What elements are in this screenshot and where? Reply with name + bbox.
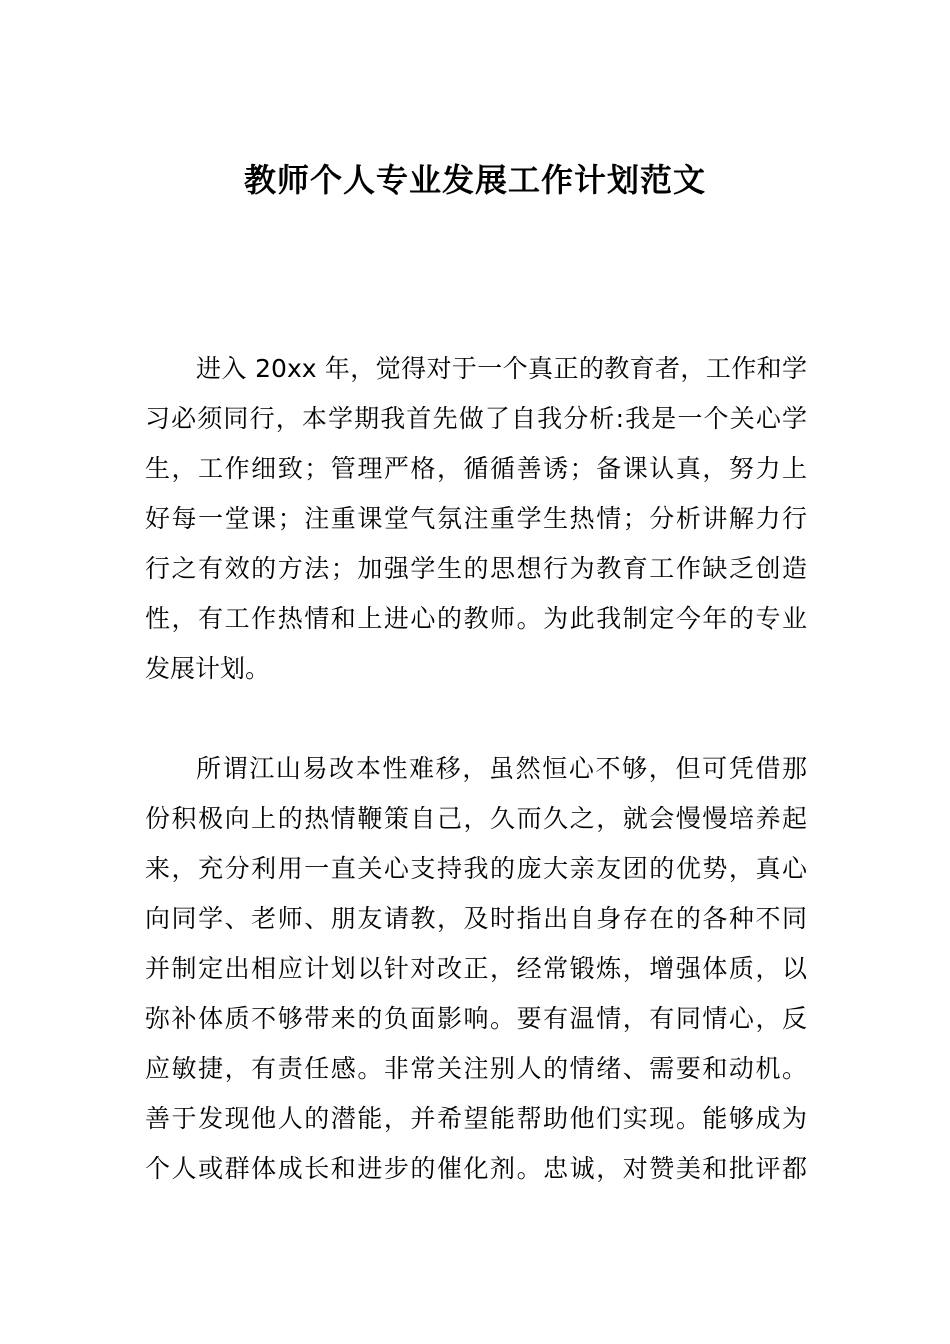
paragraph-line: 应敏捷，有责任感。非常关注别人的情绪、需要和动机。 (145, 1054, 807, 1083)
paragraph-line: 善于发现他人的潜能，并希望能帮助他们实现。能够成为 (145, 1104, 807, 1133)
paragraph-1 (145, 344, 807, 694)
paragraph-2 (145, 744, 807, 1194)
paragraph-line: 习必须同行，本学期我首先做了自我分析:我是一个关心学 (145, 404, 807, 433)
paragraph-line: 发展计划。 (145, 654, 271, 683)
paragraph-line: 向同学、老师、朋友请教，及时指出自身存在的各种不同 (145, 904, 807, 933)
paragraph-line: 所谓江山易改本性难移，虽然恒心不够，但可凭借那 (196, 754, 807, 783)
paragraph-line: 性，有工作热情和上进心的教师。为此我制定今年的专业 (145, 604, 807, 633)
paragraph-line: 份积极向上的热情鞭策自己，久而久之，就会慢慢培养起 (145, 804, 807, 833)
paragraph-line: 来，充分利用一直关心支持我的庞大亲友团的优势，真心 (145, 854, 807, 883)
paragraph-line: 生，工作细致；管理严格，循循善诱；备课认真，努力上 (145, 454, 807, 483)
paragraph-line: 并制定出相应计划以针对改正，经常锻炼，增强体质，以 (145, 954, 807, 983)
paragraph-line: 弥补体质不够带来的负面影响。要有温情，有同情心，反 (145, 1004, 807, 1033)
paragraph-line: 个人或群体成长和进步的催化剂。忠诚，对赞美和批评都 (145, 1154, 807, 1183)
document-title: 教师个人专业发展工作计划范文 (243, 161, 706, 199)
paragraph-line: 行之有效的方法；加强学生的思想行为教育工作缺乏创造 (145, 554, 807, 583)
paragraph-line: 进入 20xx 年，觉得对于一个真正的教育者，工作和学 (196, 354, 807, 383)
paragraph-line: 好每一堂课；注重课堂气氛注重学生热情；分析讲解力行 (145, 504, 807, 533)
